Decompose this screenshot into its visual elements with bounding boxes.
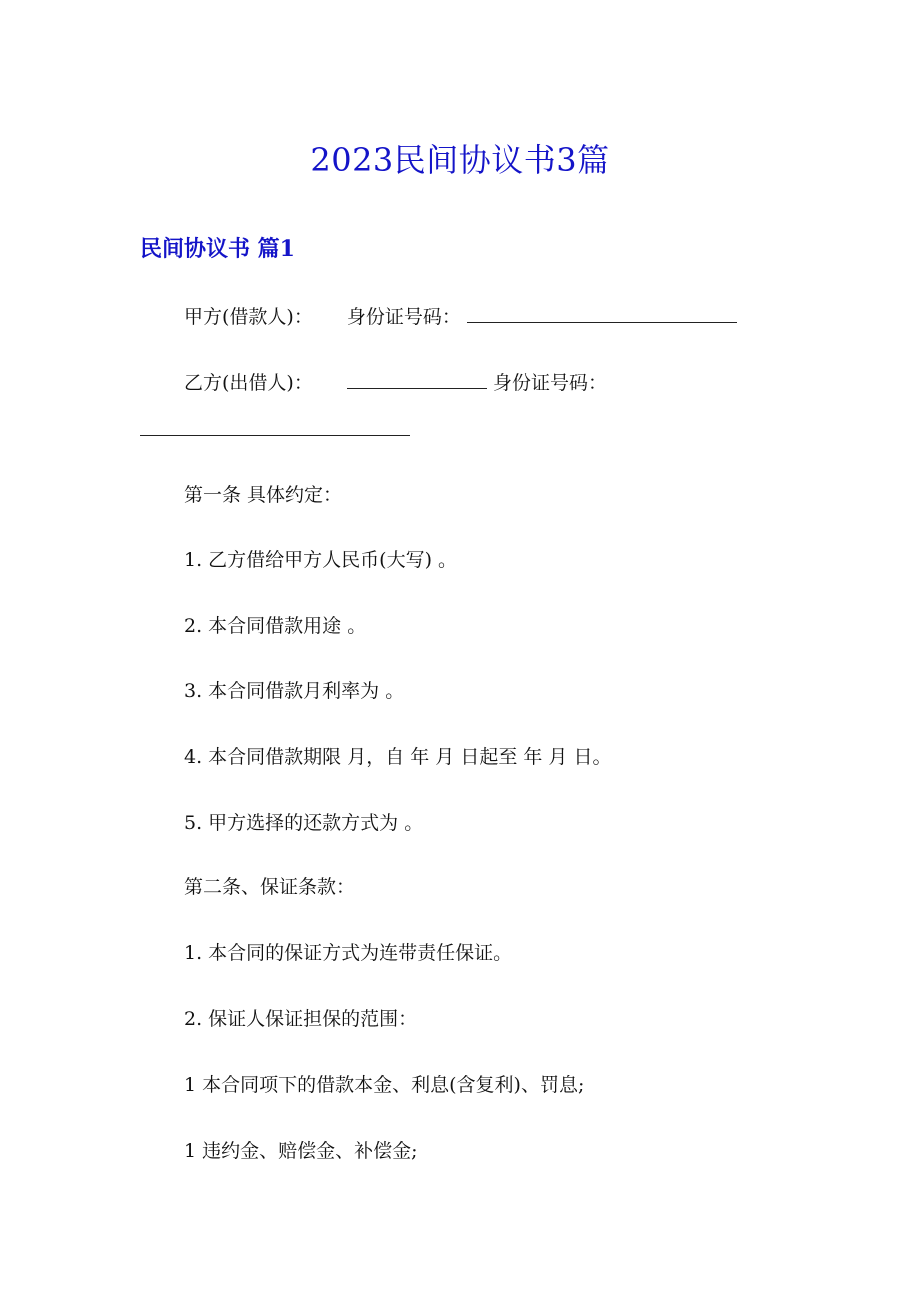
article1-item: 4. 本合同借款期限 月，自 年 月 日起至 年 月 日。 bbox=[184, 746, 612, 768]
article2-item: 1 本合同项下的借款本金、利息(含复利)、罚息; bbox=[184, 1074, 585, 1096]
party-a-id-label: 身份证号码： bbox=[346, 306, 461, 328]
party-b-id-blank bbox=[140, 435, 410, 436]
section-heading: 民间协议书 篇1 bbox=[140, 236, 295, 262]
document-title: 2023民间协议书3篇 bbox=[310, 141, 610, 179]
party-a-id-blank bbox=[467, 300, 737, 323]
article2-heading: 第二条、保证条款： bbox=[184, 876, 356, 898]
party-b-id-label: 身份证号码： bbox=[492, 372, 607, 394]
party-a-label: 甲方(借款人)： bbox=[184, 306, 313, 328]
party-b-line bbox=[184, 366, 607, 398]
article2-item: 1. 本合同的保证方式为连带责任保证。 bbox=[184, 942, 513, 964]
article1-item: 2. 本合同借款用途 。 bbox=[184, 615, 367, 637]
article1-item: 5. 甲方选择的还款方式为 。 bbox=[184, 812, 424, 834]
article2-item: 2. 保证人保证担保的范围： bbox=[184, 1008, 418, 1030]
party-a-line bbox=[184, 300, 737, 332]
article1-item: 3. 本合同借款月利率为 。 bbox=[184, 680, 405, 702]
article2-item: 1 违约金、赔偿金、补偿金; bbox=[184, 1140, 418, 1162]
article1-item: 1. 乙方借给甲方人民币(大写) 。 bbox=[184, 549, 458, 571]
party-b-name-blank bbox=[347, 366, 487, 389]
article1-heading: 第一条 具体约定： bbox=[184, 484, 343, 506]
party-b-label: 乙方(出借人)： bbox=[184, 372, 313, 394]
